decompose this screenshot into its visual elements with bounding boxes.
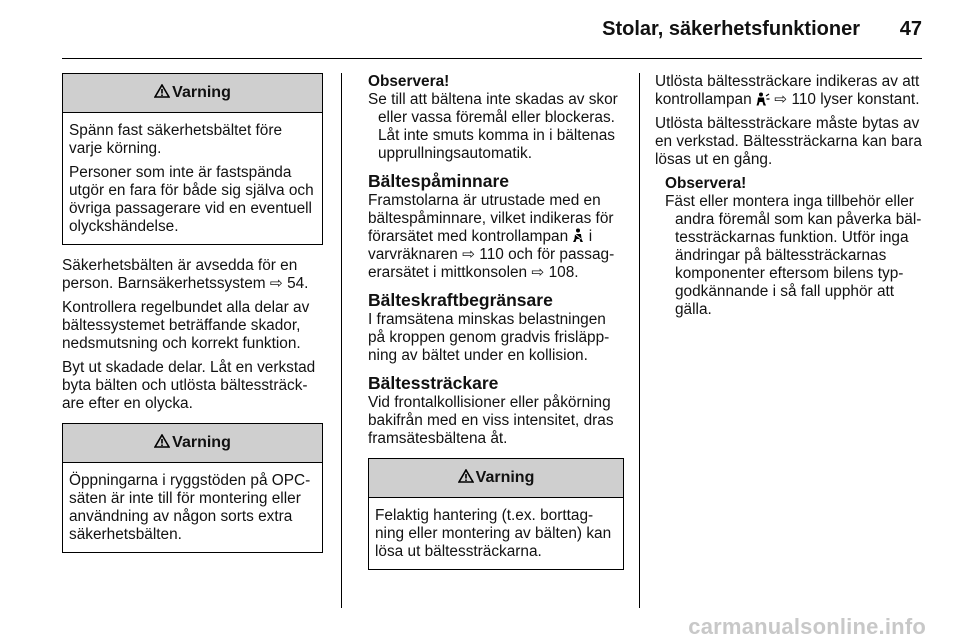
paragraph-text: Utlösta bältessträckare indikeras av att kontrollampan <box>655 73 920 108</box>
section-heading: Bälteskraftbegränsare <box>368 290 553 310</box>
note-block <box>665 175 925 319</box>
warning-header <box>63 424 322 463</box>
warning-box <box>368 458 624 570</box>
body-paragraph <box>368 192 624 282</box>
body-paragraph: Kontrollera regelbundet alla delar av bältessystemet beträffande skador, nedsmutsning och korrekt funktion. <box>62 299 310 352</box>
cross-reference[interactable]: 108. <box>548 264 579 281</box>
body-paragraph <box>655 73 925 109</box>
cross-reference[interactable]: 110 lyser konstant. <box>791 91 920 108</box>
warning-text: Felaktig hantering (t.ex. borttagning eller montering av bälten) kan lösa ut bältessträckarna. <box>375 507 612 560</box>
note-block <box>368 73 624 163</box>
warning-triangle-icon <box>154 424 170 462</box>
cross-reference[interactable]: 110 och för passagerarsätet i mittkonsolen <box>368 246 615 281</box>
watermark: carmanualsonline.info <box>688 614 926 639</box>
section-heading: Bältessträckare <box>368 373 499 393</box>
header-rule <box>62 58 922 59</box>
column-divider <box>341 73 342 608</box>
paragraph-text: Säkerhetsbälten är avsedda för en person. Barnsäkerhetssystem <box>62 257 298 292</box>
belt-pretensioner-lamp-icon <box>756 91 770 109</box>
body-paragraph: Utlösta bältessträckare måste bytas av en verkstad. Bältessträckarna kan bara lösas ut en gång. <box>655 115 922 168</box>
warning-header <box>63 74 322 113</box>
cross-reference-arrow-icon: ⇨ <box>774 91 788 108</box>
seatbelt-reminder-lamp-icon <box>572 228 584 246</box>
paragraph-text: i varvräknaren <box>368 228 593 263</box>
page-number: 47 <box>899 18 922 40</box>
warning-triangle-icon <box>458 459 474 497</box>
warning-text: Personer som inte är fastspända utgör en fara för både sig själva och övriga passagerare vid en eventuell olyckshändelse. <box>69 164 314 235</box>
warning-box <box>62 423 323 553</box>
warning-body <box>63 113 322 244</box>
warning-text: Spänn fast säkerhetsbältet före varje körning. <box>69 122 283 157</box>
column-2 <box>368 73 624 582</box>
page-header <box>62 14 922 50</box>
note-text: Fäst eller montera inga tillbehör eller andra föremål som kan påverka bältessträckarnas funktion. Utför inga ändringar på bältessträckarnas komponenter eftersom bilens typgodkännande i så fall upphör att gälla. <box>665 193 922 318</box>
cross-reference-arrow-icon: ⇨ <box>531 264 545 281</box>
body-paragraph: Byt ut skadade delar. Låt en verkstad byta bälten och utlösta bältessträckare efter en olycka. <box>62 359 316 412</box>
cross-reference-arrow-icon: ⇨ <box>462 246 476 263</box>
column-1 <box>62 73 323 565</box>
warning-body <box>369 498 623 569</box>
warning-triangle-icon <box>154 74 170 112</box>
column-3 <box>655 73 925 325</box>
body-paragraph: Vid frontalkollisioner eller påkörning bakifrån med en viss intensitet, dras framsätesbältena åt. <box>368 394 614 447</box>
note-text: Se till att bältena inte skadas av skor eller vassa föremål eller blockeras. Låt inte smuts komma in i bältenas upprullningsautomatik. <box>368 91 618 162</box>
note-title: Observera! <box>665 175 747 192</box>
warning-header <box>369 459 623 498</box>
warning-body <box>63 463 322 552</box>
section-heading: Bältespåminnare <box>368 171 510 191</box>
warning-label: Varning <box>475 469 535 486</box>
page-title: Stolar, säkerhetsfunktioner <box>602 18 860 40</box>
warning-label: Varning <box>172 84 231 101</box>
cross-reference-arrow-icon: ⇨ <box>269 275 283 292</box>
column-divider <box>639 73 640 608</box>
note-title: Observera! <box>368 73 450 90</box>
warning-label: Varning <box>172 434 231 451</box>
warning-text: Öppningarna i ryggstöden på OPC-säten är inte till för montering eller användning av någon sorts extra säkerhetsbälten. <box>69 472 311 543</box>
warning-box <box>62 73 323 245</box>
paragraph-text: Framstolarna är utrustade med en bältespåminnare, vilket indikeras för förarsätet med kontrollampan <box>368 192 614 245</box>
cross-reference[interactable]: 54. <box>287 275 309 292</box>
body-paragraph: I framsätena minskas belastningen på kroppen genom gradvis frisläppning av bältet under en kollision. <box>368 311 610 364</box>
body-paragraph <box>62 257 323 293</box>
